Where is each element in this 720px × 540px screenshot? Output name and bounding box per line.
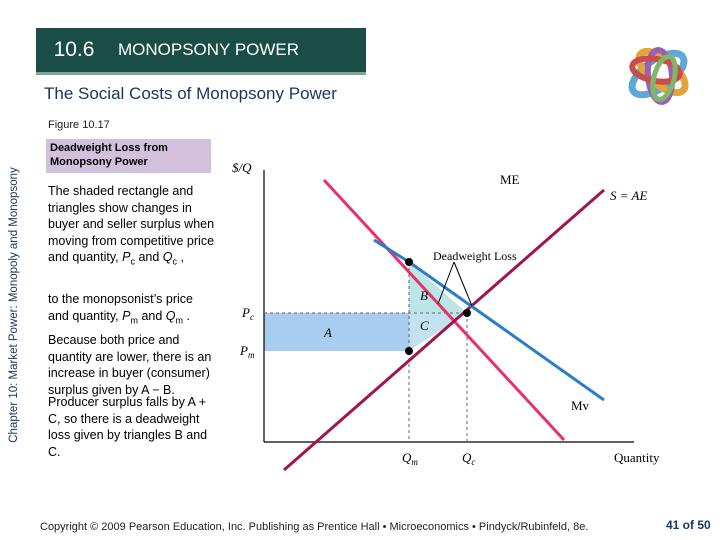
me-curve [324,180,564,440]
label-me: ME [500,172,520,187]
slide-subtitle: The Social Costs of Monopsony Power [44,84,337,103]
x-axis-label: Quantity [614,450,660,465]
point-qm-mv [405,258,413,266]
figure-caption: Deadweight Loss from Monopsony Power [46,139,211,173]
body-paragraph-4: Producer surplus falls by A + C, so there is a deadweight loss given by triangles B and C. [48,395,208,459]
point-qm-supply [405,347,413,355]
para2-text: to the monopsonist’s price and quantity, $P_m$ and $Q_m$ . [48,292,193,325]
body-paragraph-3: Because both price and quantity are lower, there is an increase in buyer (consumer) surplus given by A − B. [48,333,212,397]
section-title: MONOPSONY POWER [118,40,300,59]
figure-label: Figure 10.17 [48,119,110,131]
tick-qc: $Q_c$ [462,450,476,467]
para1-text: The shaded rectangle and triangles show changes in buyer and seller surplus when moving from competitive price and quantity, $P_c$ and $Q_c$ , [48,184,215,267]
label-b: B [420,288,428,303]
header-underline [36,72,366,75]
body-paragraph-2 [48,291,216,329]
body-paragraph-1 [48,183,216,270]
label-dwl: Deadweight Loss [433,249,517,263]
label-supply: S = AE [610,188,648,203]
point-competitive [463,309,471,317]
label-mv: Mv [571,398,590,413]
section-number: 10.6 [36,28,112,72]
footer-copyright: Copyright © 2009 Pearson Education, Inc. Publishing as Prentice Hall • Microeconomics • Pindyck/Rubinfeld, 8e. [40,521,589,533]
y-axis-label: $/Q [232,160,252,175]
chapter-label: Chapter 10: Market Power: Monopoly and Monopsony [8,167,20,443]
monopsony-chart [224,150,708,480]
tick-pc: $P_c$ [242,305,254,322]
area-a [264,313,409,351]
mv-curve-upper [374,240,409,262]
label-c: C [420,318,429,333]
tick-pm: $P_m$ [240,343,255,360]
tick-qm: $Q_m$ [402,450,418,467]
rings-logo-icon [612,30,708,118]
label-a: A [324,325,332,340]
page-number: 41 of 50 [666,518,711,532]
